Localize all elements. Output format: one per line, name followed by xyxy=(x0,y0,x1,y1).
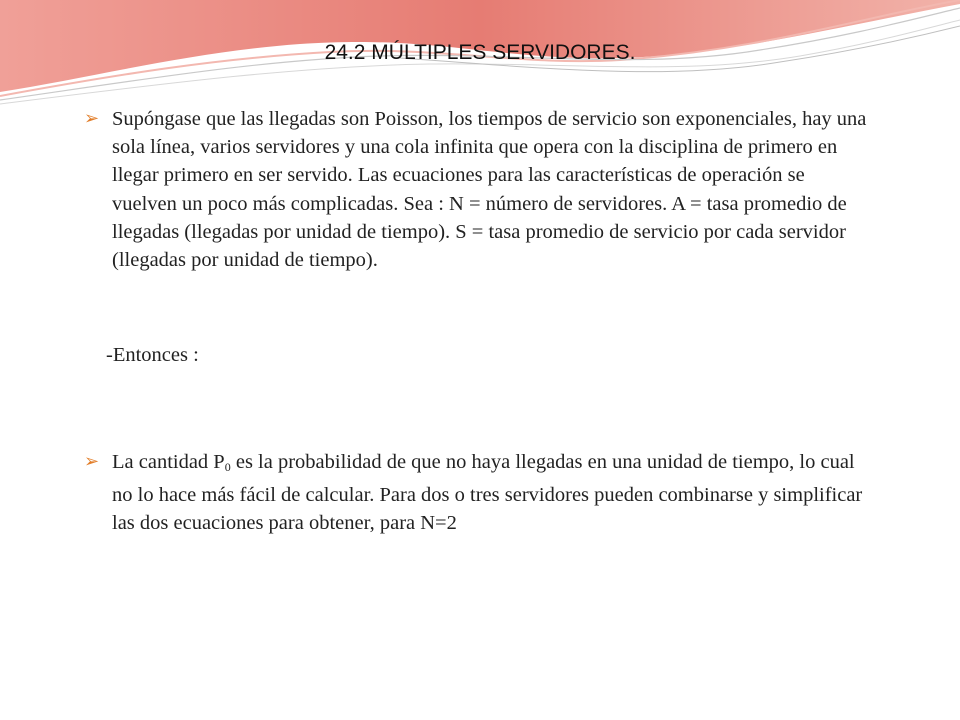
bullet-text-end: es la probabilidad de que no haya llegadas en una unidad de tiempo, lo cual no lo hace más fácil de calcular. Para dos o tres servidores pueden combinarse y simplificar las dos ecuaciones para obtener, para N=2 xyxy=(112,451,863,535)
bullet-text-start: La cantidad P xyxy=(112,451,225,473)
bullet-text xyxy=(112,448,874,538)
arrow-bullet-icon: ➢ xyxy=(84,108,100,129)
subscript-zero: 0 xyxy=(224,460,231,474)
arrow-bullet-icon: ➢ xyxy=(84,451,100,472)
slide-title: 24.2 MÚLTIPLES SERVIDORES. xyxy=(324,41,636,64)
bullet-text: Supóngase que las llegadas son Poisson, los tiempos de servicio son exponenciales, hay una sola línea, varios servidores y una cola infinita que opera con la disciplina de primero en llegar primero en ser servido. Las ecuaciones para las características de operación se vuelven un poco más complicadas. Sea : N = número de servidores. A = tasa promedio de llegadas (llegadas por unidad de tiempo). S = tasa promedio de servicio por cada servidor (llegadas por unidad de tiempo). xyxy=(112,108,867,272)
bullet-item xyxy=(84,448,874,538)
entonces-label: -Entonces : xyxy=(106,344,199,366)
bullet-item xyxy=(84,105,874,274)
